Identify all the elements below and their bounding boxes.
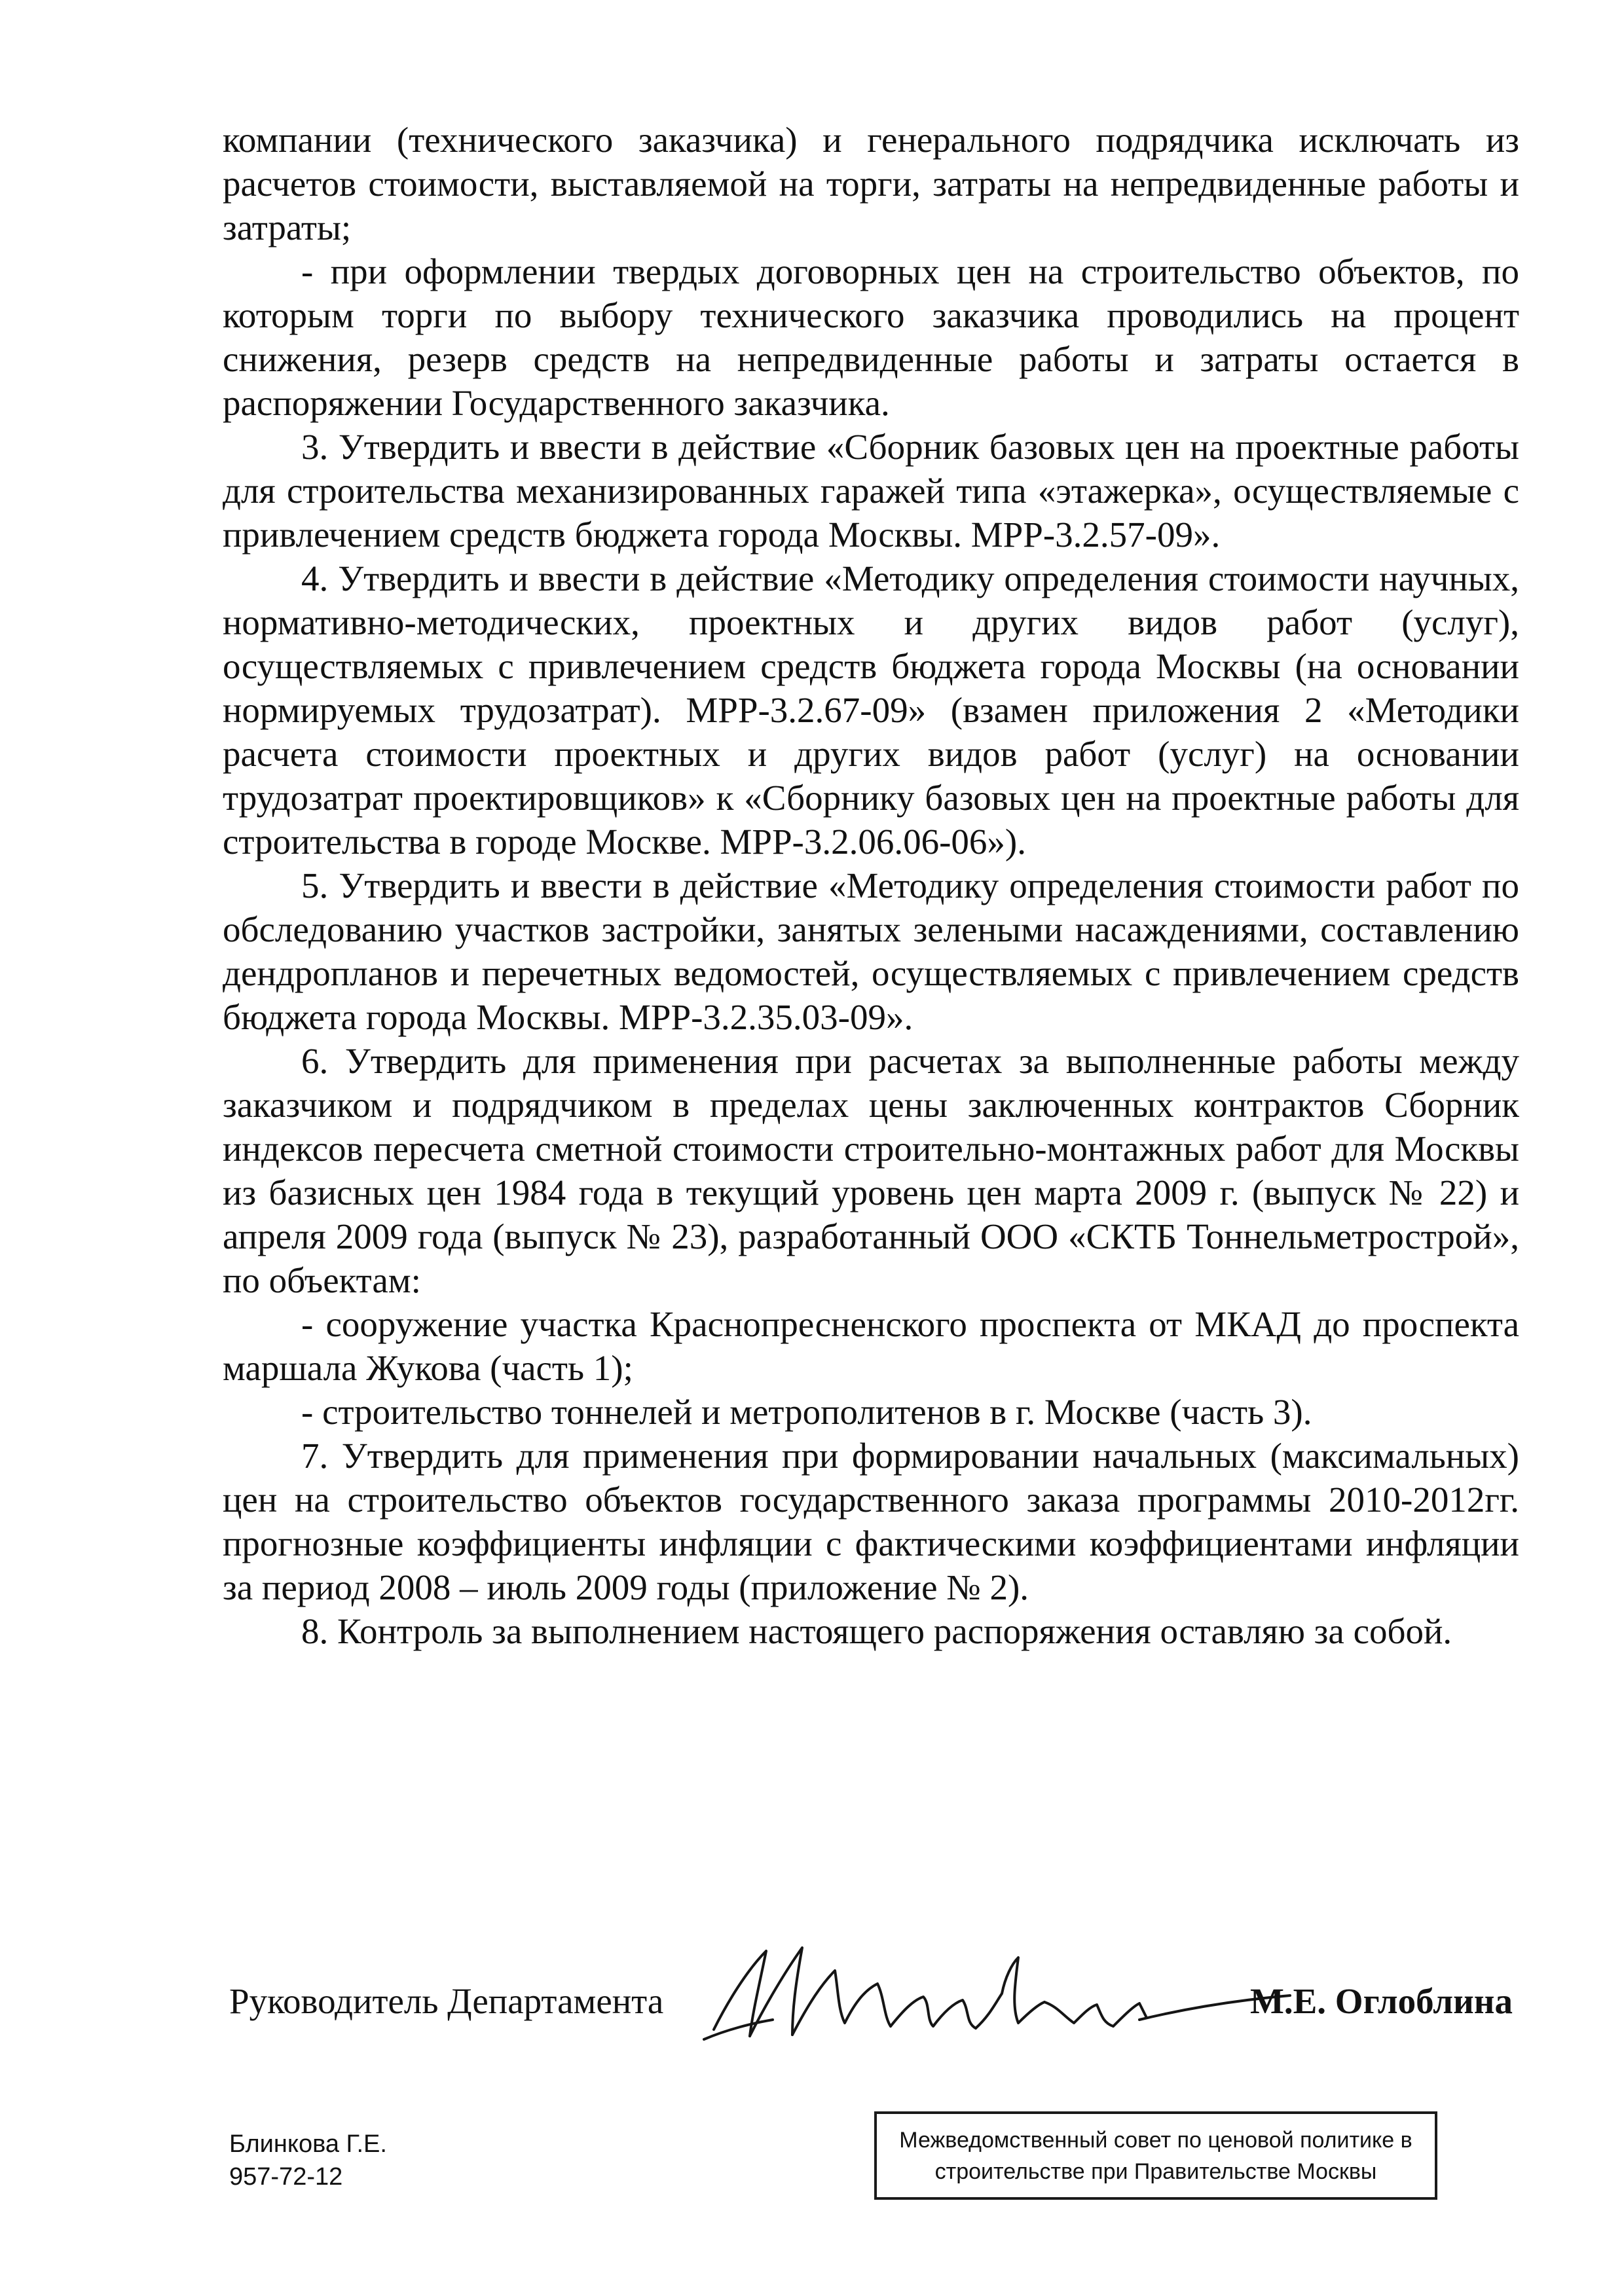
stamp-line-1: Межведомственный совет по ценовой политике в (899, 2128, 1412, 2153)
executor-info (229, 2128, 387, 2193)
paragraph-continuation: компании (технического заказчика) и генерального подрядчика исключать из расчетов стоимости, выставляемой на торги, затраты на непредвиденные работы и затраты; (223, 120, 1519, 247)
signatory-name: М.Е. Оглоблина (1249, 1981, 1513, 2021)
paragraph-fixed-prices: - при оформлении твердых договорных цен на строительство объектов, по которым торги по выбору технического заказчика проводились на процент снижения, резерв средств на непредвиденные работы и затраты остается в распоряжении Государственного заказчика. (223, 251, 1519, 423)
paragraph-item-6-object-1: - сооружение участка Краснопресненского проспекта от МКАД до проспекта маршала Жукова (часть 1); (223, 1304, 1519, 1388)
paragraph-item-8: 8. Контроль за выполнением настоящего распоряжения оставляю за собой. (301, 1611, 1452, 1651)
paragraph-item-5: 5. Утвердить и ввести в действие «Методику определения стоимости работ по обследованию участков застройки, занятых зелеными насаждениями, составлению дендропланов и перечетных ведомостей, осуществляемых с привлечением средств бюджета города Москвы. МРР-3.2.35.03-09». (223, 866, 1519, 1037)
paragraph-item-6-object-2: - строительство тоннелей и метрополитенов в г. Москве (часть 3). (301, 1392, 1312, 1432)
council-stamp (874, 2111, 1437, 2200)
executor-name: Блинкова Г.Е. (229, 2130, 387, 2158)
paragraph-item-7: 7. Утвердить для применения при формировании начальных (максимальных) цен на строительство объектов государственного заказа программы 2010-2012гг. прогнозные коэффициенты инфляции с фактическими коэффициентами инфляции за период 2008 – июль 2009 годы (приложение № 2). (223, 1436, 1519, 1607)
signature-block (229, 1931, 1526, 2075)
paragraph-item-3: 3. Утвердить и ввести в действие «Сборник базовых цен на проектные работы для строительства механизированных гаражей типа «этажерка», осуществляемые с привлечением средств бюджета города Москвы. МРР-3.2.57-09». (223, 427, 1519, 555)
paragraph-item-6: 6. Утвердить для применения при расчетах за выполненные работы между заказчиком и подрядчиком в пределах цены заключенных контрактов Сборник индексов пересчета сметной стоимости строительно-монтажных работ для Москвы из базисных цен 1984 года в текущий уровень цен марта 2009 г. (выпуск № 22) и апреля 2009 года (выпуск № 23), разработанный ООО «СКТБ Тоннельметрострой», по объектам: (223, 1041, 1519, 1300)
document-body (223, 118, 1519, 1653)
paragraph-item-4: 4. Утвердить и ввести в действие «Методику определения стоимости научных, нормативно-методических, проектных и других видов работ (услуг), осуществляемых с привлечением средств бюджета города Москвы (на основании нормируемых трудозатрат). МРР-3.2.67-09» (взамен приложения 2 «Методики расчета стоимости проектных и других видов работ (услуг) на основании трудозатрат проектировщиков» к «Сборнику базовых цен на проектные работы для строительства в городе Москве. МРР-3.2.06.06-06»). (223, 558, 1519, 862)
executor-phone: 957-72-12 (229, 2163, 343, 2191)
stamp-line-2: строительстве при Правительстве Москвы (934, 2159, 1377, 2184)
signatory-position: Руководитель Департамента (229, 1981, 664, 2021)
